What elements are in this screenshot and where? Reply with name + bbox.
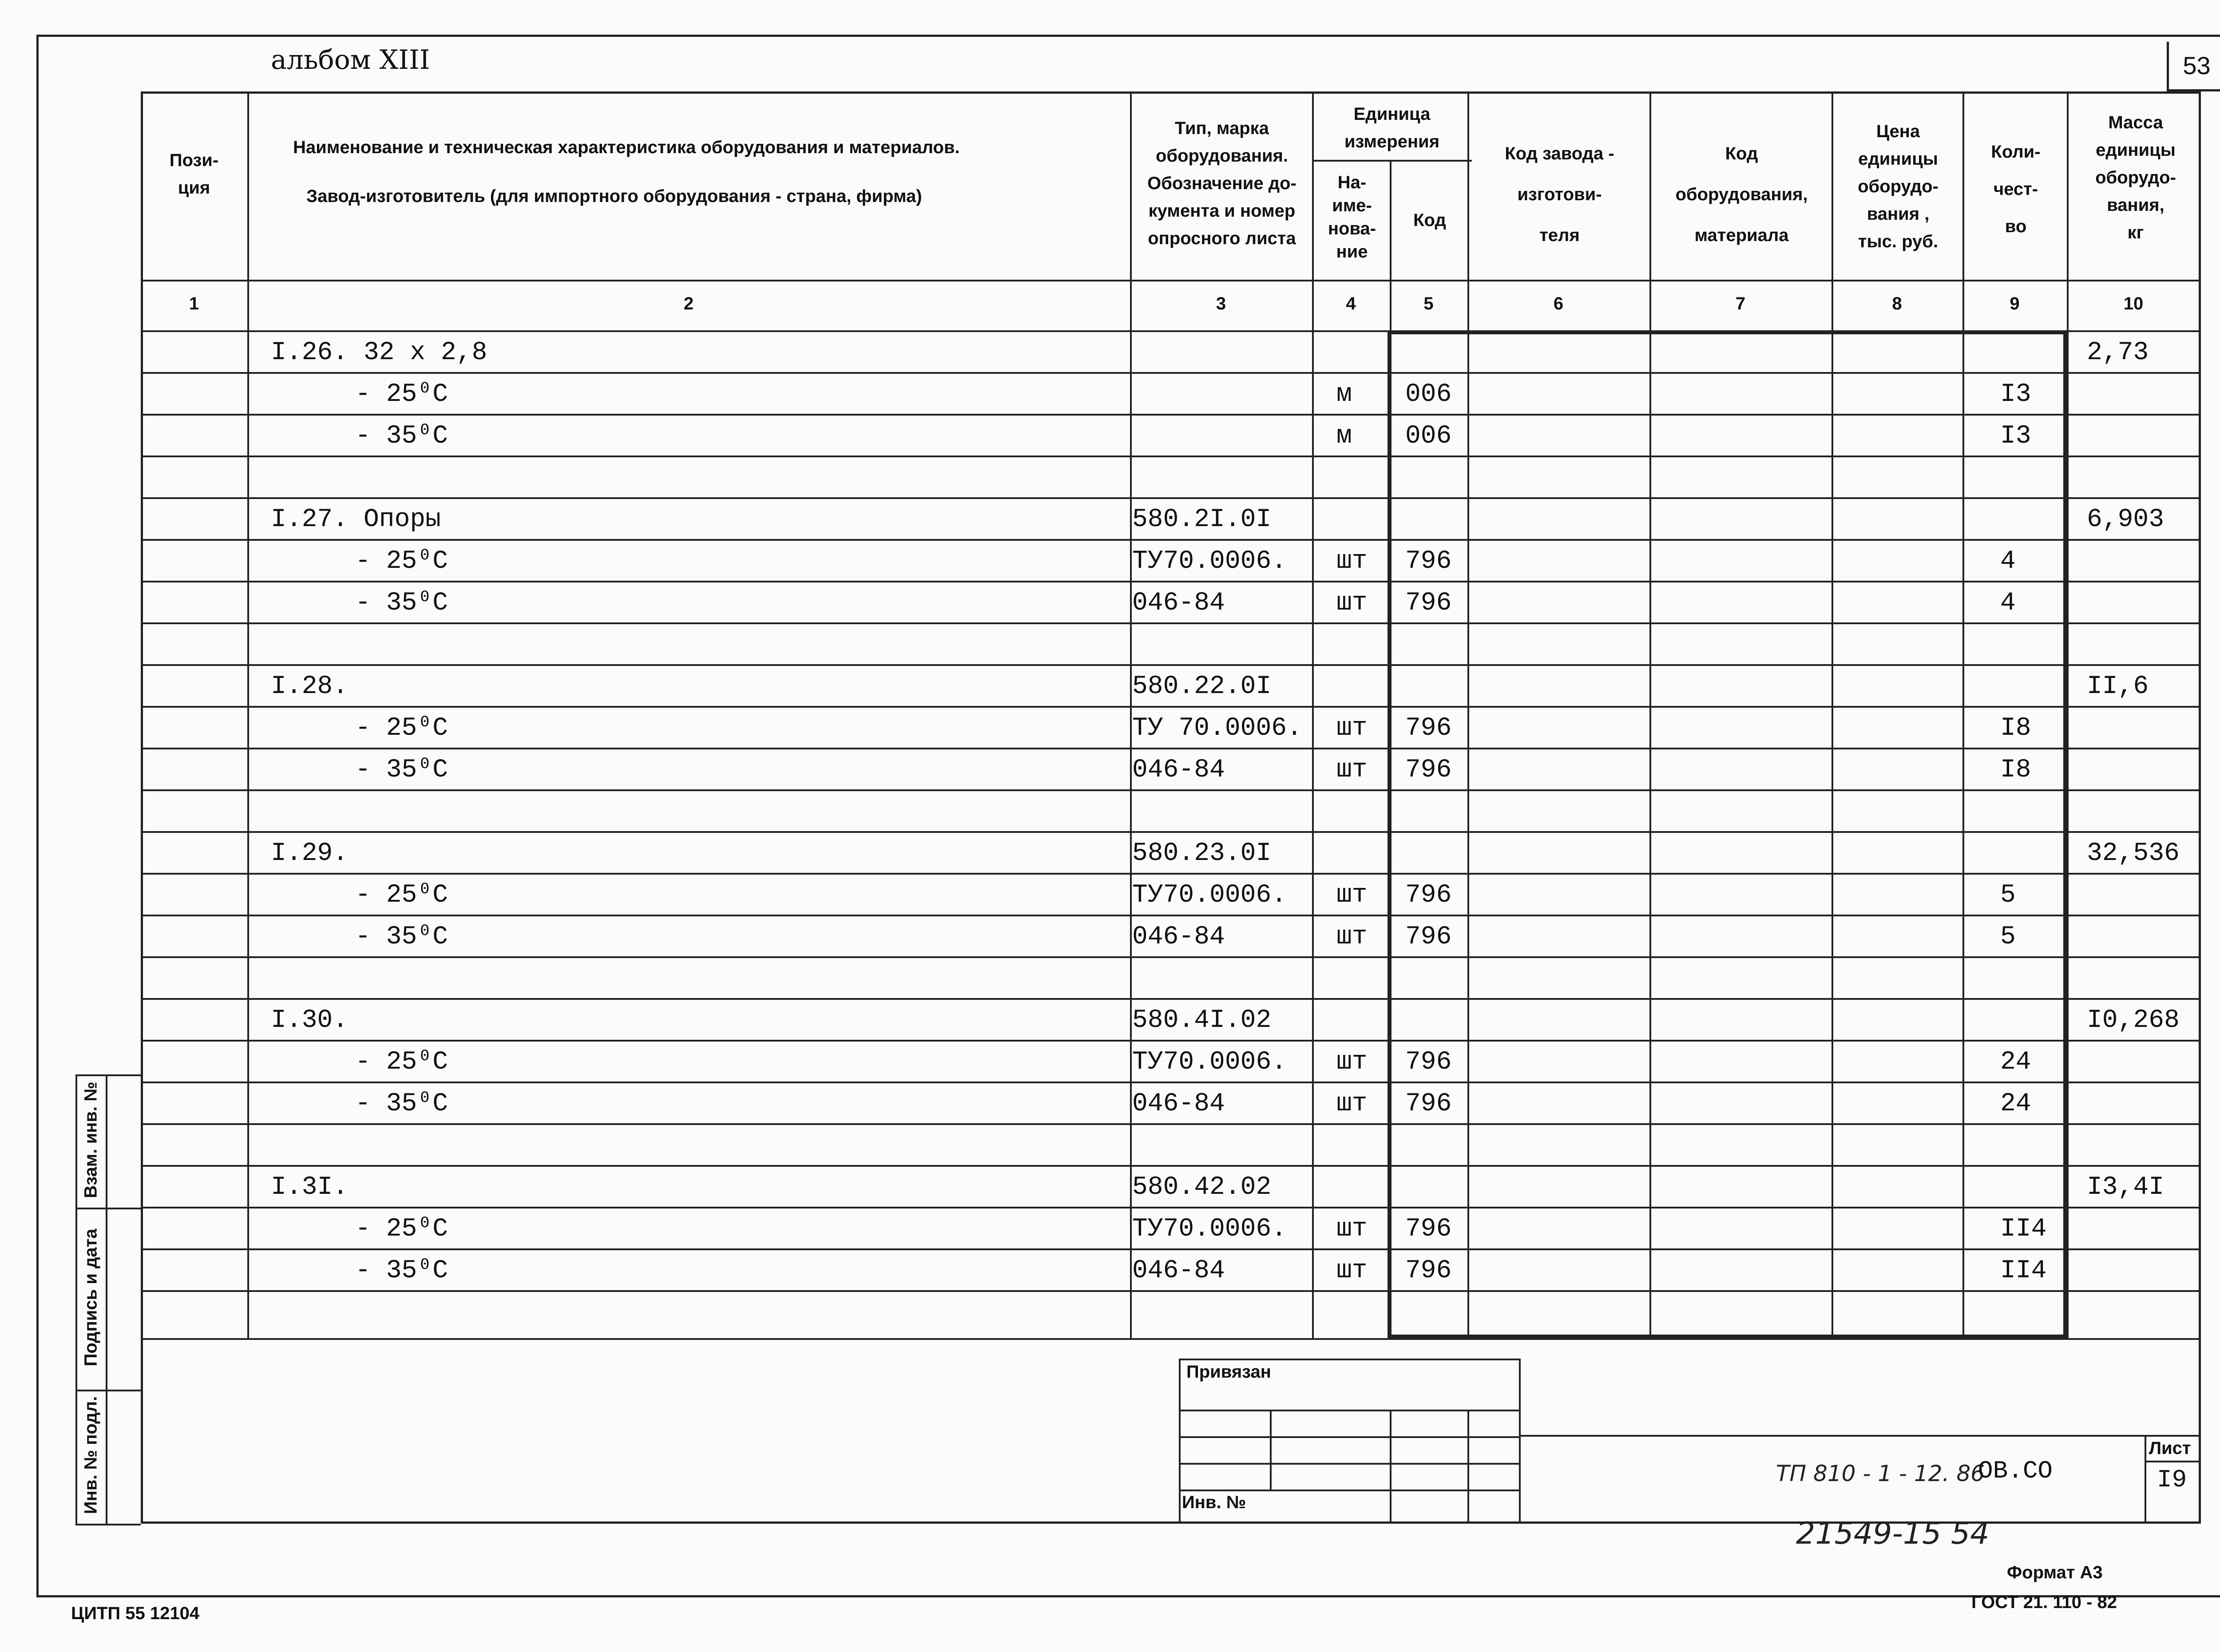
row-line [141, 1082, 2201, 1083]
titleblock-top [1521, 1435, 2201, 1437]
row-type: ТУ70.0006. [1132, 881, 1287, 910]
row-line [141, 456, 2201, 457]
row-line [141, 539, 2201, 541]
row-qty: 24 [2000, 1089, 2031, 1118]
row-line [141, 831, 2201, 833]
row-name: I.3I. [271, 1173, 349, 1202]
row-type: 580.42.02 [1132, 1173, 1272, 1202]
row-line [141, 789, 2201, 791]
row-type: 580.23.0I [1132, 839, 1272, 868]
units-split-line [1312, 160, 1472, 162]
row-type: 046-84 [1132, 589, 1225, 618]
col-divider-7 [1832, 91, 1833, 1340]
list-label: Лист [2149, 1438, 2191, 1458]
header-unit-name: На- име- нова- ние [1328, 173, 1376, 261]
row-unit: шт [1336, 589, 1368, 618]
row-qty: I3 [2000, 380, 2031, 409]
row-line [141, 1207, 2201, 1208]
header-factory-code: Код завода - изготови- теля [1505, 144, 1614, 245]
col-divider-8 [1962, 91, 1964, 1340]
gost-label: ГОСТ 21. 110 - 82 [1971, 1593, 2117, 1612]
row-code: 006 [1405, 380, 1452, 409]
col-divider-5 [1467, 91, 1469, 1340]
row-line [141, 706, 2201, 708]
header-position: Пози- ция [169, 151, 219, 198]
row-unit: шт [1336, 714, 1368, 743]
row-type: ТУ70.0006. [1132, 1048, 1287, 1077]
row-mass: 6,903 [2087, 505, 2164, 534]
row-name: - 35⁰C [355, 1256, 448, 1285]
row-unit: шт [1336, 881, 1368, 910]
list-box-div [2145, 1461, 2201, 1462]
row-code: 796 [1405, 589, 1452, 618]
row-type: ТУ 70.0006. [1132, 714, 1302, 743]
inv-no-label: Инв. № [1182, 1493, 1246, 1512]
row-type: 046-84 [1132, 1089, 1225, 1118]
header-name-line1: Наименование и техническая характеристика оборудования и материалов. [293, 138, 960, 157]
colnum-9: 9 [2010, 294, 2020, 313]
row-unit: шт [1336, 1089, 1368, 1118]
row-qty: I8 [2000, 714, 2031, 743]
row-unit: шт [1336, 547, 1368, 576]
row-code: 796 [1405, 547, 1452, 576]
side-inv-podl: Инв. № подл. [81, 1396, 101, 1514]
row-name: I.27. Опоры [271, 505, 441, 534]
row-line [141, 998, 2201, 1000]
row-name: - 25⁰C [355, 380, 448, 409]
row-type: 046-84 [1132, 1256, 1225, 1285]
list-value: I9 [2157, 1466, 2187, 1494]
printer-code: ЦИТП 55 12104 [71, 1604, 200, 1623]
row-line [141, 372, 2201, 374]
row-name: - 35⁰C [355, 422, 448, 451]
row-name: - 35⁰C [355, 589, 448, 618]
row-mass: 2,73 [2087, 338, 2149, 367]
row-code: 796 [1405, 923, 1452, 951]
row-code: 796 [1405, 1256, 1452, 1285]
row-name: - 25⁰C [355, 547, 448, 576]
row-name: - 25⁰C [355, 1215, 448, 1244]
row-qty: 4 [2000, 589, 2016, 618]
row-line [141, 414, 2201, 416]
col-divider-3 [1312, 91, 1314, 1340]
row-unit: шт [1336, 1256, 1368, 1285]
row-line [141, 664, 2201, 666]
thick-left-border [1388, 330, 1391, 1338]
header-price: Цена единицы оборудо- вания , тыс. руб. [1858, 122, 1939, 251]
header-name-line2: Завод-изготовитель (для импортного оборудования - страна, фирма) [306, 186, 922, 206]
list-box-left [2145, 1435, 2146, 1524]
header-bottom-line [141, 280, 2201, 281]
colnum-4: 4 [1346, 294, 1356, 313]
header-units-group: Единица измерения [1344, 104, 1440, 151]
col-divider-6 [1649, 91, 1651, 1340]
row-type: 580.22.0I [1132, 672, 1272, 701]
row-mass: II,6 [2087, 672, 2149, 701]
side-vzam-inv: Взам. инв. № [81, 1082, 101, 1198]
privyazan-vdiv2 [1390, 1410, 1391, 1524]
row-type: 580.2I.0I [1132, 505, 1272, 534]
side-stamp-bottom [75, 1524, 141, 1525]
col-divider-2 [1130, 91, 1132, 1340]
row-line [141, 1040, 2201, 1042]
row-unit: м [1336, 422, 1352, 451]
colnum-1: 1 [189, 294, 199, 313]
row-name: - 35⁰C [355, 756, 448, 784]
header-unit-code: Код [1413, 210, 1446, 230]
doc-code: ТП 810 - 1 - 12. 86 [1776, 1461, 1985, 1486]
header-mass: Масса единицы оборудо- вания, кг [2095, 113, 2176, 242]
privyazan-vdiv3 [1467, 1410, 1469, 1524]
doc-suffix: ОВ.СО [1978, 1457, 2053, 1485]
row-unit: шт [1336, 756, 1368, 784]
row-line [141, 956, 2201, 958]
row-code: 796 [1405, 756, 1452, 784]
colnum-10: 10 [2123, 294, 2144, 313]
row-unit: шт [1336, 1048, 1368, 1077]
row-type: ТУ70.0006. [1132, 1215, 1287, 1244]
colnum-5: 5 [1423, 294, 1434, 313]
row-type: 046-84 [1132, 923, 1225, 951]
row-name: - 35⁰C [355, 1089, 448, 1118]
row-line [141, 748, 2201, 749]
row-mass: I0,268 [2087, 1006, 2180, 1035]
row-unit: шт [1336, 1215, 1368, 1244]
colnum-3: 3 [1216, 294, 1226, 313]
privyazan-line4 [1179, 1490, 1521, 1491]
row-line [141, 497, 2201, 499]
colnum-2: 2 [683, 294, 694, 313]
row-name: I.29. [271, 839, 349, 868]
row-code: 796 [1405, 1089, 1452, 1118]
row-qty: 24 [2000, 1048, 2031, 1077]
row-line [141, 873, 2201, 875]
row-mass: I3,4I [2087, 1173, 2164, 1202]
row-name: I.30. [271, 1006, 349, 1035]
colnum-8: 8 [1892, 294, 1902, 313]
side-podpis-data: Подпись и дата [81, 1228, 101, 1367]
row-type: 046-84 [1132, 756, 1225, 784]
row-code: 796 [1405, 714, 1452, 743]
row-qty: I8 [2000, 756, 2031, 784]
row-code: 796 [1405, 1048, 1452, 1077]
row-unit: шт [1336, 923, 1368, 951]
row-mass: 32,536 [2087, 839, 2180, 868]
colnum-7: 7 [1735, 294, 1746, 313]
row-name: - 35⁰C [355, 923, 448, 951]
row-type: ТУ70.0006. [1132, 547, 1287, 576]
side-stamp-mid [106, 1074, 107, 1525]
row-name: - 25⁰C [355, 714, 448, 743]
row-line [141, 1248, 2201, 1250]
privyazan-line3 [1179, 1463, 1521, 1465]
colnum-6: 6 [1553, 294, 1564, 313]
row-code: 796 [1405, 1215, 1452, 1244]
thick-top-border [1388, 330, 2067, 334]
row-line [141, 1123, 2201, 1125]
row-name: I.28. [271, 672, 349, 701]
col-divider-1 [247, 91, 249, 1340]
privyazan-vdiv1 [1270, 1410, 1272, 1490]
privyazan-label: Привязан [1186, 1362, 1271, 1382]
row-line [141, 1165, 2201, 1167]
row-unit: м [1336, 380, 1352, 409]
format-label: Формат A3 [2007, 1563, 2103, 1582]
row-qty: 4 [2000, 547, 2016, 576]
row-qty: I3 [2000, 422, 2031, 451]
row-qty: II4 [2000, 1215, 2047, 1244]
row-line [141, 581, 2201, 582]
header-equipment-code: Код оборудования, материала [1675, 144, 1808, 245]
side-stamp-left [75, 1074, 77, 1525]
row-line [141, 915, 2201, 916]
row-name: - 25⁰C [355, 1048, 448, 1077]
row-line [141, 1290, 2201, 1292]
privyazan-line1 [1179, 1410, 1521, 1411]
row-code: 006 [1405, 422, 1452, 451]
privyazan-line2 [1179, 1436, 1521, 1438]
header-type: Тип, марка оборудования. Обозначение до- кумента и номер опросного листа [1147, 119, 1296, 248]
row-qty: II4 [2000, 1256, 2047, 1285]
row-qty: 5 [2000, 881, 2016, 910]
header-quantity: Коли- чест- во [1991, 142, 2041, 236]
row-line [141, 622, 2201, 624]
thick-right-border [2063, 330, 2067, 1338]
row-name: - 25⁰C [355, 881, 448, 910]
sheet-number: 53 [2167, 42, 2220, 91]
row-qty: 5 [2000, 923, 2016, 951]
table-bottom-line [141, 1338, 2201, 1340]
row-code: 796 [1405, 881, 1452, 910]
handwritten-number: 21549-15 54 [1796, 1516, 1990, 1551]
album-label: альбом XIII [271, 44, 430, 75]
row-name: I.26. 32 x 2,8 [271, 338, 488, 367]
row-type: 580.4I.02 [1132, 1006, 1272, 1035]
